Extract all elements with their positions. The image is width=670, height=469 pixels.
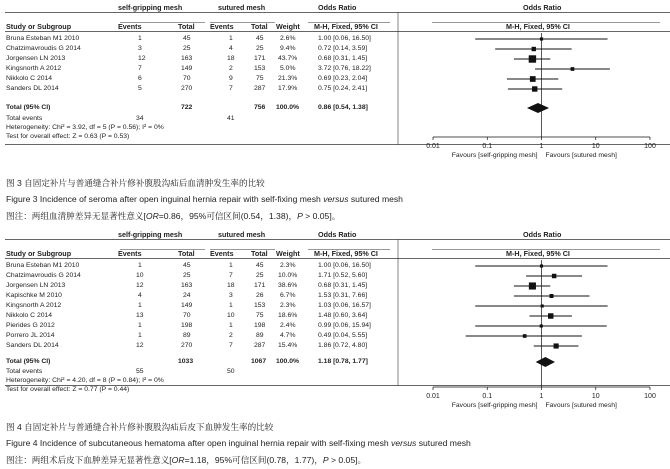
- weight: 43.7%: [278, 55, 298, 62]
- events1: 1: [138, 322, 142, 329]
- total1: 70: [183, 75, 191, 82]
- x-tick-label: 0.01: [426, 143, 440, 150]
- study-header: Study or Subgroup: [6, 249, 72, 258]
- weight: 2.4%: [280, 322, 296, 329]
- study-name: Jorgensen LN 2013: [6, 55, 66, 62]
- total1: 24: [183, 292, 191, 299]
- caption-en-pre: Figure 4 Incidence of subcutaneous hematoma after open inguinal hernia repair with self-fixing mesh: [6, 438, 392, 448]
- total1: 25: [183, 272, 191, 279]
- total2: 89: [256, 332, 264, 339]
- weight: 5.0%: [280, 65, 296, 72]
- events1: 7: [138, 65, 142, 72]
- x-tick-label: 10: [591, 143, 600, 150]
- study-name: Nikkolo C 2014: [6, 75, 53, 82]
- total1: 198: [181, 322, 193, 329]
- ci: 1.00 [0.06, 16.50]: [318, 35, 371, 42]
- events2: 9: [229, 75, 233, 82]
- ci: 0.68 [0.31, 1.45]: [318, 282, 368, 289]
- weight: 2.3%: [280, 262, 296, 269]
- total-events-label: Total events: [6, 368, 43, 375]
- study-name: Bruna Esteban M1 2010: [6, 35, 80, 42]
- total2: 287: [254, 342, 266, 349]
- note-or: OR: [171, 455, 185, 465]
- ci: 1.03 [0.06, 16.57]: [318, 302, 371, 309]
- caption-en: [6, 438, 471, 448]
- point-estimate: [523, 334, 527, 338]
- events1: 10: [136, 272, 144, 279]
- caption-en-versus: versus: [323, 194, 349, 204]
- point-estimate: [541, 304, 544, 307]
- weight: 15.4%: [278, 342, 298, 349]
- study-name: Pierides G 2012: [6, 322, 55, 329]
- events2: 18: [227, 282, 235, 289]
- ci: 0.75 [0.24, 2.41]: [318, 85, 368, 92]
- events2: 18: [227, 55, 235, 62]
- total1: 45: [183, 35, 191, 42]
- ci: 1.71 [0.52, 5.60]: [318, 272, 368, 279]
- favours-left-label: Favours [self-gripping mesh]: [451, 152, 538, 159]
- total-events-label: Total events: [6, 115, 43, 122]
- events2: 7: [229, 85, 233, 92]
- total1-header: Total: [178, 249, 195, 258]
- weight: 38.6%: [278, 282, 298, 289]
- total1-header: Total: [178, 22, 195, 31]
- weight: 9.4%: [280, 45, 296, 52]
- x-tick-label: 0.1: [482, 393, 493, 400]
- events1: 3: [138, 45, 142, 52]
- caption-en-pre: Figure 3 Incidence of seroma after open inguinal hernia repair with self-fixing mesh: [6, 194, 324, 204]
- total-label: Total (95% CI): [6, 104, 51, 111]
- study-name: Sanders DL 2014: [6, 342, 59, 349]
- total2-header: Total: [251, 22, 268, 31]
- total2: 25: [256, 272, 264, 279]
- total2: 45: [256, 35, 264, 42]
- study-name: Sanders DL 2014: [6, 85, 59, 92]
- events2: 1: [229, 35, 233, 42]
- events2: 7: [229, 342, 233, 349]
- events1: 1: [138, 302, 142, 309]
- weight: 17.9%: [278, 85, 298, 92]
- total2: 75: [256, 75, 264, 82]
- x-tick-label: 1: [539, 393, 544, 400]
- total1: 722: [181, 104, 193, 111]
- pooled-diamond: [536, 357, 555, 367]
- ci: 1.53 [0.31, 7.66]: [318, 292, 368, 299]
- x-tick-label: 100: [644, 393, 656, 400]
- ci: 0.69 [0.23, 2.04]: [318, 75, 368, 82]
- study-header: Study or Subgroup: [6, 22, 72, 31]
- total-events2: 41: [227, 115, 235, 122]
- note-mid: =1.18，95%可信区间(0.78，1.77)，: [184, 455, 323, 465]
- caption-cn: 图 3 自固定补片与普通缝合补片修补腹股沟疝后血清肿发生率的比较: [6, 178, 265, 188]
- ci: 0.99 [0.06, 15.94]: [318, 322, 371, 329]
- favours-right-label: Favours [sutured mesh]: [545, 402, 617, 409]
- events1: 1: [138, 332, 142, 339]
- total2: 26: [256, 292, 264, 299]
- events2: 2: [229, 332, 233, 339]
- total2: 171: [254, 55, 266, 62]
- ci: 1.48 [0.60, 3.64]: [318, 312, 368, 319]
- x-tick-label: 100: [644, 143, 656, 150]
- weight-header: Weight: [276, 22, 300, 31]
- events1: 1: [138, 35, 142, 42]
- x-tick-label: 1: [539, 143, 544, 150]
- ci: 0.72 [0.14, 3.59]: [318, 45, 368, 52]
- weight: 21.3%: [278, 75, 298, 82]
- total2: 75: [256, 312, 264, 319]
- total1: 149: [181, 65, 193, 72]
- events1: 5: [138, 85, 142, 92]
- total1: 25: [183, 45, 191, 52]
- events1: 12: [136, 342, 144, 349]
- weight: 6.7%: [280, 292, 296, 299]
- events1-header: Events: [118, 22, 142, 31]
- study-name: Chatzimavroudis G 2014: [6, 45, 81, 52]
- events1: 6: [138, 75, 142, 82]
- total1: 270: [181, 85, 193, 92]
- events2: 2: [229, 65, 233, 72]
- study-name: Bruna Esteban M1 2010: [6, 262, 80, 269]
- group1-header: self-gripping mesh: [118, 3, 183, 12]
- events1: 4: [138, 292, 142, 299]
- events2: 7: [229, 272, 233, 279]
- group2-header: sutured mesh: [218, 3, 266, 12]
- events2: 4: [229, 45, 233, 52]
- favours-left-label: Favours [self-gripping mesh]: [451, 402, 538, 409]
- ci: 0.49 [0.04, 5.55]: [318, 332, 368, 339]
- or-header: Odds Ratio: [318, 230, 357, 239]
- point-estimate: [552, 274, 556, 278]
- total1: 89: [183, 332, 191, 339]
- weight: 2.6%: [280, 35, 296, 42]
- point-estimate: [529, 282, 536, 289]
- ci: 1.00 [0.06, 16.50]: [318, 262, 371, 269]
- events1-header: Events: [118, 249, 142, 258]
- total-ci: 1.18 [0.78, 1.77]: [318, 358, 368, 365]
- study-name: Chatzimavroudis G 2014: [6, 272, 81, 279]
- total2: 1067: [251, 358, 267, 365]
- heterogeneity: Heterogeneity: Chi² = 3.92, df = 5 (P = 0.56); I² = 0%: [6, 124, 164, 131]
- events2: 1: [229, 322, 233, 329]
- events1: 1: [138, 262, 142, 269]
- events1: 12: [136, 282, 144, 289]
- study-name: Porrero JL 2014: [6, 332, 55, 339]
- total2: 153: [254, 302, 266, 309]
- x-tick-label: 10: [591, 393, 600, 400]
- total-events1: 34: [136, 115, 144, 122]
- weight: 4.7%: [280, 332, 296, 339]
- total-weight: 100.0%: [276, 358, 300, 365]
- favours-right-label: Favours [sutured mesh]: [545, 152, 617, 159]
- events2: 1: [229, 302, 233, 309]
- group1-header: self-gripping mesh: [118, 230, 183, 239]
- total1: 163: [181, 55, 193, 62]
- total1: 149: [181, 302, 193, 309]
- or-plot-method-header: M-H, Fixed, 95% CI: [506, 249, 570, 258]
- study-name: Kapischke M 2010: [6, 292, 62, 299]
- total1: 1033: [178, 358, 194, 365]
- total2: 153: [254, 65, 266, 72]
- weight: 18.6%: [278, 312, 298, 319]
- point-estimate: [548, 313, 553, 318]
- caption-en-post: sutured mesh: [416, 438, 471, 448]
- total-label: Total (95% CI): [6, 358, 51, 365]
- total1: 163: [181, 282, 193, 289]
- total-ci: 0.86 [0.54, 1.38]: [318, 104, 368, 111]
- or-method-header: M-H, Fixed, 95% CI: [314, 249, 378, 258]
- weight: 2.3%: [280, 302, 296, 309]
- total2: 198: [254, 322, 266, 329]
- note-mid: =0.86，95%可信区间(0.54，1.38)，: [158, 211, 298, 221]
- study-name: Nikkolo C 2014: [6, 312, 53, 319]
- point-estimate: [550, 294, 554, 298]
- events2-header: Events: [210, 22, 234, 31]
- total-events1: 55: [136, 368, 144, 375]
- caption-en-versus: versus: [391, 438, 417, 448]
- total1: 70: [183, 312, 191, 319]
- or-method-header: M-H, Fixed, 95% CI: [314, 22, 378, 31]
- ci: 3.72 [0.76, 18.22]: [318, 65, 371, 72]
- or-plot-header: Odds Ratio: [523, 3, 562, 12]
- study-name: Kingsnorth A 2012: [6, 302, 62, 309]
- overall-effect: Test for overall effect: Z = 0.77 (P = 0.44): [6, 386, 130, 393]
- note-pre: 图注：两组血清肿差异无显著性意义[: [6, 211, 146, 221]
- note-or: OR: [145, 211, 159, 221]
- weight-header: Weight: [276, 249, 300, 258]
- total2: 25: [256, 45, 264, 52]
- total1: 45: [183, 262, 191, 269]
- weight: 10.0%: [278, 272, 298, 279]
- ci: 0.68 [0.31, 1.45]: [318, 55, 368, 62]
- total1: 270: [181, 342, 193, 349]
- total2: 287: [254, 85, 266, 92]
- total2: 45: [256, 262, 264, 269]
- events1: 12: [138, 55, 146, 62]
- or-plot-method-header: M-H, Fixed, 95% CI: [506, 22, 570, 31]
- note-pre: 图注：两组术后皮下血肿差异无显著性意义[: [6, 455, 172, 465]
- x-tick-label: 0.1: [482, 143, 493, 150]
- heterogeneity: Heterogeneity: Chi² = 4.20, df = 8 (P = 0.84); I² = 0%: [6, 377, 164, 384]
- events2-header: Events: [210, 249, 234, 258]
- study-name: Kingsnorth A 2012: [6, 65, 62, 72]
- note-post: > 0.05]。: [302, 211, 341, 221]
- total2-header: Total: [251, 249, 268, 258]
- caption-en-post: sutured mesh: [348, 194, 403, 204]
- forest2-plot: [400, 255, 670, 415]
- x-tick-label: 0.01: [426, 393, 440, 400]
- total-weight: 100.0%: [276, 104, 300, 111]
- total2: 756: [254, 104, 266, 111]
- note-p: P: [297, 211, 303, 221]
- note-post: > 0.05]。: [328, 455, 367, 465]
- events2: 10: [227, 312, 235, 319]
- events2: 3: [229, 292, 233, 299]
- caption-cn: 图 4 自固定补片与普通缝合补片修补腹股沟疝后皮下血肿发生率的比较: [6, 422, 274, 432]
- note-p: P: [322, 455, 329, 465]
- ci: 1.86 [0.72, 4.80]: [318, 342, 368, 349]
- or-header: Odds Ratio: [318, 3, 357, 12]
- events1: 13: [136, 312, 144, 319]
- total-events2: 50: [227, 368, 235, 375]
- study-name: Jorgensen LN 2013: [6, 282, 66, 289]
- group2-header: sutured mesh: [218, 230, 266, 239]
- point-estimate: [554, 343, 559, 348]
- or-plot-header: Odds Ratio: [523, 230, 562, 239]
- total2: 171: [254, 282, 266, 289]
- overall-effect: Test for overall effect: Z = 0.63 (P = 0.53): [6, 133, 130, 140]
- events2: 1: [229, 262, 233, 269]
- caption-note: [6, 454, 366, 466]
